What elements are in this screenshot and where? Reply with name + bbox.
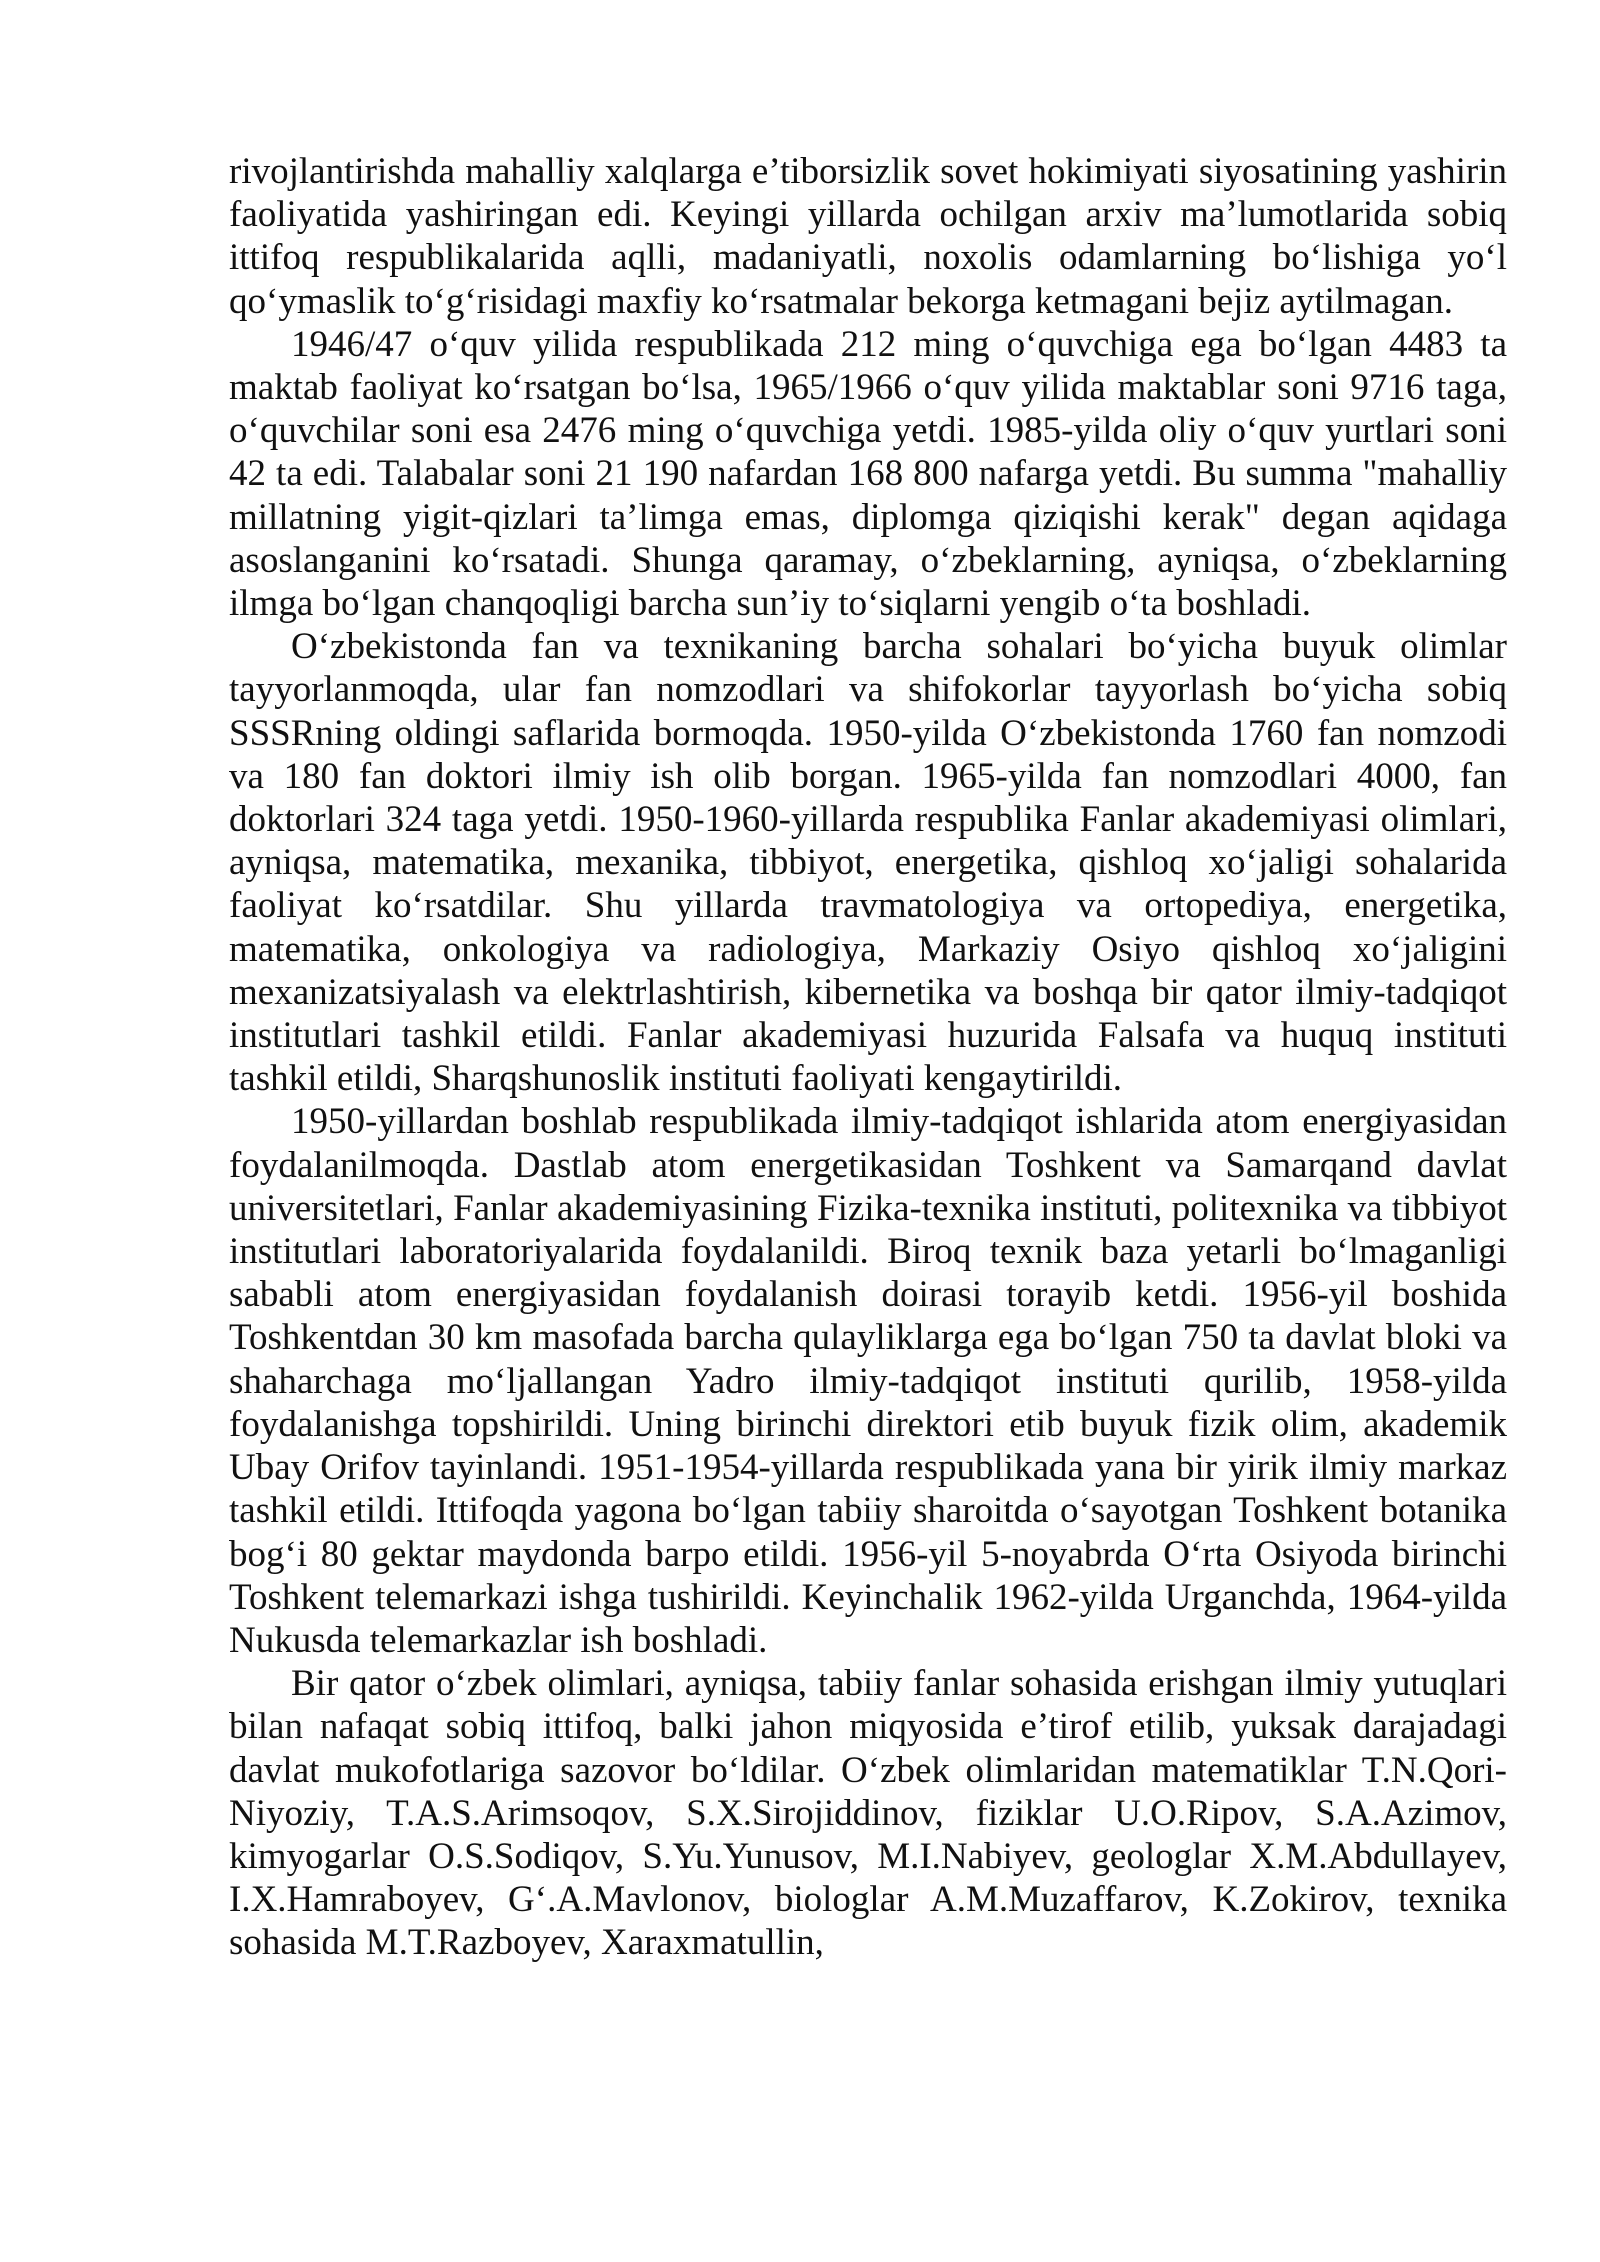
paragraph-science-development: O‘zbekistonda fan va texnikaning barcha sohalari bo‘yicha buyuk olimlar tayyorlanmoqda, ular fan nomzodlari va shifokorlar tayyorlash bo‘yicha sobiq SSSRning oldingi saflarida bormoqda. 1950-yilda O‘zbekistonda 1760 fan nomzodi va 180 fan doktori ilmiy ish olib borgan. 1965-yilda fan nomzodlari 4000, fan doktorlari 324 taga yetdi. 1950-1960-yillarda respublika Fanlar akademiyasi olimlari, ayniqsa, matematika, mexanika, tibbiyot, energetika, qishloq xo‘jaligi sohalarida faoliyat ko‘rsatdilar. Shu yillarda travmatologiya va ortopediya, energetika, matematika, onkologiya va radiologiya, Markaziy Osiyo qishloq xo‘jaligini mexanizatsiyalash va elektrlashtirish, kibernetika va boshqa bir qator ilmiy-tadqiqot institutlari tashkil etildi. Fanlar akademiyasi huzurida Falsafa va huquq instituti tashkil etildi, Sharqshunoslik instituti faoliyati kengaytirildi.: [229, 626, 1507, 1100]
paragraph-uzbek-scientists: Bir qator o‘zbek olimlari, ayniqsa, tabiiy fanlar sohasida erishgan ilmiy yutuqlari bilan nafaqat sobiq ittifoq, balki jahon miqyosida e’tirof etilib, yuksak darajadagi davlat mukofotlariga sazovor bo‘ldilar. O‘zbek olimlaridan matematiklar T.N.Qori-Niyoziy, T.A.S.Arimsoqov, S.X.Sirojiddinov, fiziklar U.O.Ripov, S.A.Azimov, kimyogarlar O.S.Sodiqov, S.Yu.Yunusov, M.I.Nabiyev, geologlar X.M.Abdullayev, I.X.Hamraboyev, G‘.A.Mavlonov, biologlar A.M.Muzaffarov, K.Zokirov, texnika sohasida M.T.Razboyev, Xaraxmatullin,: [229, 1663, 1507, 1964]
paragraph-continuation: rivojlantirishda mahalliy xalqlarga e’tiborsizlik sovet hokimiyati siyosatining yashirin faoliyatida yashiringan edi. Keyingi yillarda ochilgan arxiv ma’lumotlarida sobiq ittifoq respublikalarida aqlli, madaniyatli, noxolis odamlarning bo‘lishiga yo‘l qo‘ymaslik to‘g‘risidagi maxfiy ko‘rsatmalar bekorga ketmagani bejiz aytilmagan.: [229, 151, 1507, 322]
paragraph-atomic-energy: 1950-yillardan boshlab respublikada ilmiy-tadqiqot ishlarida atom energiyasidan foydalanilmoqda. Dastlab atom energetikasidan Toshkent va Samarqand davlat universitetlari, Fanlar akademiyasining Fizika-texnika instituti, politexnika va tibbiyot institutlari laboratoriyalarida foydalanildi. Biroq texnik baza yetarli bo‘lmaganligi sababli atom energiyasidan foydalanish doirasi torayib ketdi. 1956-yil boshida Toshkentdan 30 km masofada barcha qulayliklarga ega bo‘lgan 750 ta davlat bloki va shaharchaga mo‘ljallangan Yadro ilmiy-tadqiqot instituti qurilib, 1958-yilda foydalanishga topshirildi. Uning birinchi direktori etib buyuk fizik olim, akademik Ubay Orifov tayinlandi. 1951-1954-yillarda respublikada yana bir yirik ilmiy markaz tashkil etildi. Ittifoqda yagona bo‘lgan tabiiy sharoitda o‘sayotgan Toshkent botanika bog‘i 80 gektar maydonda barpo etildi. 1956-yil 5-noyabrda O‘rta Osiyoda birinchi Toshkent telemarkazi ishga tushirildi. Keyinchalik 1962-yilda Urganchda, 1964-yilda Nukusda telemarkazlar ish boshladi.: [229, 1101, 1507, 1661]
document-page: [229, 150, 1507, 1965]
paragraph-education-statistics: 1946/47 o‘quv yilida respublikada 212 ming o‘quvchiga ega bo‘lgan 4483 ta maktab faoliyat ko‘rsatgan bo‘lsa, 1965/1966 o‘quv yilida maktablar soni 9716 taga, o‘quvchilar soni esa 2476 ming o‘quvchiga yetdi. 1985-yilda oliy o‘quv yurtlari soni 42 ta edi. Talabalar soni 21 190 nafardan 168 800 nafarga yetdi. Bu summa "mahalliy millatning yigit-qizlari ta’limga emas, diplomga qiziqishi kerak" degan aqidaga asoslanganini ko‘rsatadi. Shunga qaramay, o‘zbeklarning, ayniqsa, o‘zbeklarning ilmga bo‘lgan chanqoqligi barcha sun’iy to‘siqlarni yengib o‘ta boshladi.: [229, 323, 1507, 625]
